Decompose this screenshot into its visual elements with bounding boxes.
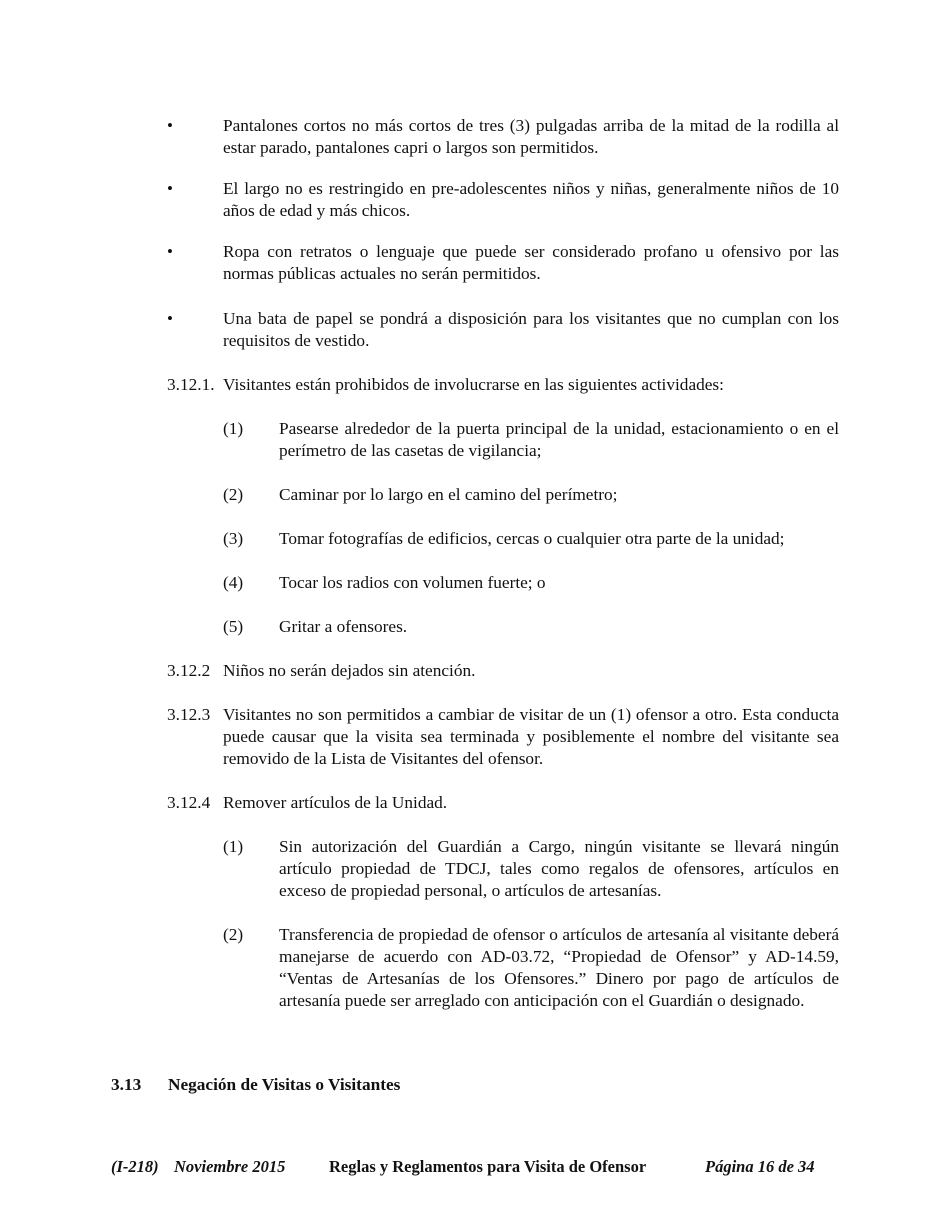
section-text: Niños no serán dejados sin atención.: [223, 661, 476, 680]
list-item: Transferencia de propiedad de ofensor o artículos de artesanía al visitante deberá manejarse de acuerdo con AD-03.72, “Propiedad de Ofensor” y AD-14.59, “Ventas de Artesanías de los Ofensores.” Dinero por pago de artículos de artesanía puede ser arreglado con anticipación con el Guardián o designado.: [279, 925, 839, 1010]
section-text: Remover artículos de la Unidad.: [223, 793, 448, 812]
section-number: 3.12.4: [167, 793, 211, 812]
list-item-number: (5): [223, 617, 244, 636]
list-item-number: (1): [223, 837, 244, 856]
section-heading-3-13: [111, 1074, 400, 1096]
list-item: Tocar los radios con volumen fuerte; o: [279, 573, 546, 592]
list-item: Gritar a ofensores.: [279, 617, 408, 636]
section-text: Visitantes no son permitidos a cambiar de visitar de un (1) ofensor a otro. Esta conducta puede causar que la visita sea terminada y posiblemente el nombre del visitante sea removido de la Lista de Visitantes del ofensor.: [223, 705, 839, 768]
list-item: Pasearse alrededor de la puerta principal de la unidad, estacionamiento o en el perímetro de las casetas de vigilancia;: [279, 419, 839, 460]
footer-date: Noviembre 2015: [174, 1157, 286, 1176]
heading-number: 3.13: [111, 1075, 142, 1094]
list-item: Sin autorización del Guardián a Cargo, ningún visitante se llevará ningún artículo propiedad de TDCJ, tales como regalos de ofensores, artículos en exceso de propiedad personal, o artículos de artesanías.: [279, 837, 839, 900]
footer-page-number: Página 16 de 34: [705, 1157, 815, 1176]
section-text: Visitantes están prohibidos de involucrarse en las siguientes actividades:: [223, 375, 724, 394]
bullet-dot: •: [167, 309, 173, 328]
bullet-dot: •: [167, 242, 173, 261]
section-number: 3.12.2: [167, 661, 211, 680]
list-item-number: (3): [223, 529, 244, 548]
section-number: 3.12.3: [167, 705, 211, 724]
bullet-item-clothing: Ropa con retratos o lenguaje que puede ser considerado profano u ofensivo por las normas públicas actuales no serán permitidos.: [223, 242, 839, 283]
list-item-number: (4): [223, 573, 244, 592]
list-item: Caminar por lo largo en el camino del perímetro;: [279, 485, 618, 504]
list-item-number: (2): [223, 925, 244, 944]
bullet-dot: •: [167, 179, 173, 198]
list-item-number: (1): [223, 419, 244, 438]
bullet-dot: •: [167, 116, 173, 135]
list-item-number: (2): [223, 485, 244, 504]
bullet-item-length: El largo no es restringido en pre-adolescentes niños y niñas, generalmente niños de 10 años de edad y más chicos.: [223, 179, 839, 220]
list-item: Tomar fotografías de edificios, cercas o cualquier otra parte de la unidad;: [279, 529, 785, 548]
bullet-item-shorts: Pantalones cortos no más cortos de tres (3) pulgadas arriba de la mitad de la rodilla al estar parado, pantalones capri o largos son permitidos.: [223, 116, 839, 157]
footer-doc-id: (I-218): [111, 1157, 159, 1176]
footer-title: Reglas y Reglamentos para Visita de Ofensor: [329, 1157, 647, 1176]
section-number: 3.12.1.: [167, 375, 215, 394]
heading-title: Negación de Visitas o Visitantes: [168, 1075, 401, 1094]
bullet-item-paper-gown: Una bata de papel se pondrá a disposición para los visitantes que no cumplan con los requisitos de vestido.: [223, 309, 839, 350]
